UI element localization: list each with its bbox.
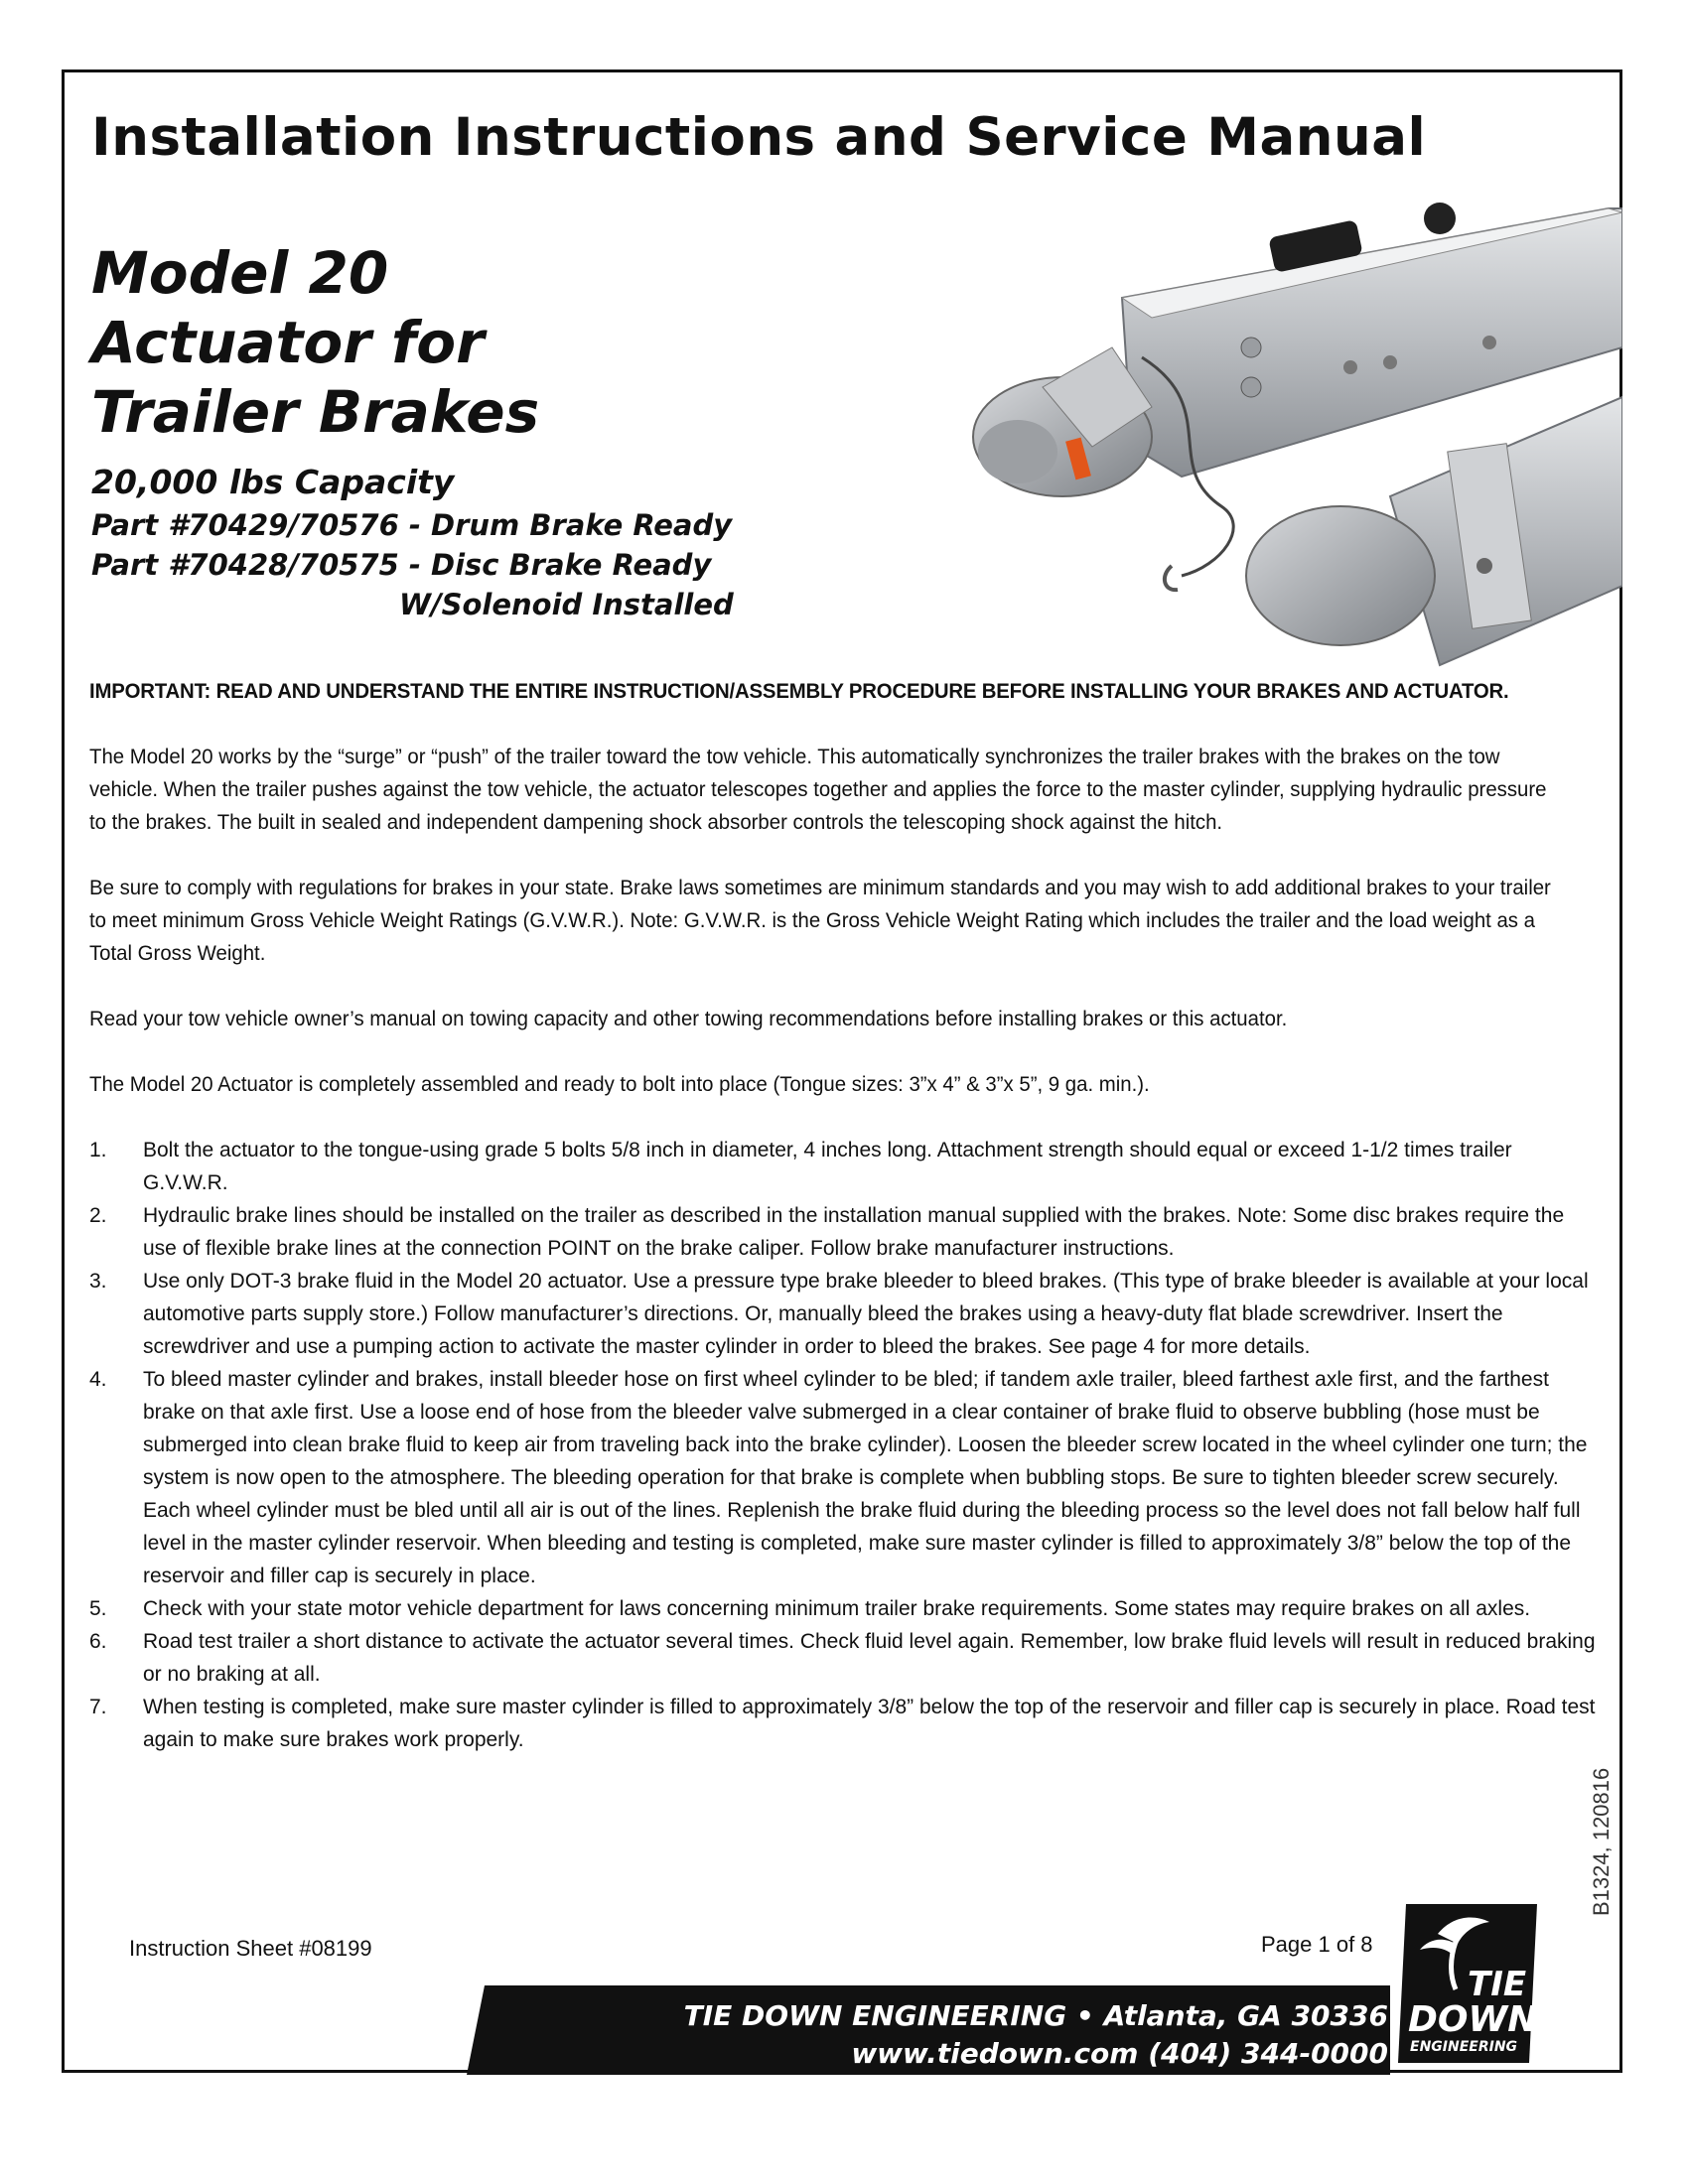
- logo-text-down: DOWN: [1408, 1999, 1537, 2040]
- step-text: Use only DOT-3 brake fluid in the Model 20 actuator. Use a pressure type brake bleeder to bleed brakes. (This type of brake bleeder is available at your local automotive parts supply store.) Follow manufacturer’s directions. Or, manually bleed the brakes using a heavy-duty flat blade screwdriver. Insert the screwdriver and use a pumping action to activate the master cylinder in order to bleed the brakes. See page 4 for more details.: [143, 1270, 1589, 1358]
- step-number: 1.: [89, 1139, 107, 1161]
- part-number-disc: Part #70428/70575 - Disc Brake Ready: [91, 548, 712, 582]
- model-title: [91, 238, 539, 447]
- list-item: [89, 1199, 1601, 1265]
- step-number: 6.: [89, 1630, 107, 1653]
- instruction-sheet-number: Instruction Sheet #08199: [129, 1936, 372, 1961]
- list-item: [89, 1265, 1601, 1363]
- paragraph: The Model 20 Actuator is completely assembled and ready to bolt into place (Tongue sizes: 3”x 4” & 3”x 5”, 9 ga. min.).: [89, 1073, 1150, 1096]
- capacity-label: 20,000 lbs Capacity: [91, 463, 455, 501]
- document-body: [89, 675, 1601, 1756]
- step-text: Bolt the actuator to the tongue-using grade 5 bolts 5/8 inch in diameter, 4 inches long. Attachment strength should equal or exceed 1-1/2 times trailer G.V.W.R.: [143, 1139, 1512, 1194]
- list-item: [89, 1592, 1601, 1625]
- model-title-line: Actuator for: [91, 309, 485, 376]
- step-number: 5.: [89, 1597, 107, 1620]
- list-item: [89, 1363, 1601, 1592]
- step-number: 3.: [89, 1270, 107, 1293]
- page-number: Page 1 of 8: [1261, 1932, 1373, 1957]
- list-item: [89, 1134, 1601, 1199]
- paragraph: The Model 20 works by the “surge” or “push” of the trailer toward the tow vehicle. This automatically synchronizes the trailer brakes with the brakes on the tow vehicle. When the trailer pushes against the tow vehicle, the actuator telescopes together and applies the force to the master cylinder, supplying hydraulic pressure to the brakes. The built in sealed and independent dampening shock absorber controls the telescoping shock against the hitch.: [89, 746, 1547, 834]
- actuator-product-photo: [923, 149, 1622, 675]
- page-title: Installation Instructions and Service Manual: [91, 107, 1427, 168]
- step-text: Hydraulic brake lines should be installed on the trailer as described in the installation manual supplied with the brakes. Note: Some disc brakes require the use of flexible brake lines at the connection POINT on the brake caliper. Follow brake manufacturer instructions.: [143, 1204, 1565, 1260]
- step-text: Check with your state motor vehicle department for laws concerning minimum trailer brake requirements. Some states may require brakes on all axles.: [143, 1597, 1531, 1620]
- model-title-line: Model 20: [91, 239, 389, 307]
- part-number-drum: Part #70429/70576 - Drum Brake Ready: [91, 508, 733, 542]
- step-number: 2.: [89, 1204, 107, 1227]
- document-code: B1324, 120816: [1589, 1767, 1614, 1916]
- step-number: 4.: [89, 1368, 107, 1391]
- list-item: [89, 1625, 1601, 1691]
- paragraph: Be sure to comply with regulations for brakes in your state. Brake laws sometimes are minimum standards and you may wish to add additional brakes to your trailer to meet minimum Gross Vehicle Weight Ratings (G.V.W.R.). Note: G.V.W.R. is the Gross Vehicle Weight Rating which includes the trailer and the load weight as a Total Gross Weight.: [89, 877, 1551, 965]
- instruction-steps: [89, 1134, 1601, 1756]
- step-text: To bleed master cylinder and brakes, install bleeder hose on first wheel cylinder to be bled; if tandem axle trailer, bleed farthest axle first, and the farthest brake on that axle first. Use a loose end of hose from the bleeder valve submerged in a clear container of brake fluid to observe bubbling (hose must be submerged into clean brake fluid to keep air from traveling back into the brake cylinder). Loosen the bleeder screw located in the wheel cylinder one turn; the system is now open to the atmosphere. The bleeding operation for that brake is complete when bubbling stops. Be sure to tighten bleeder screw securely. Each wheel cylinder must be bled until all air is out of the lines. Replenish the brake fluid during the bleeding process so the level does not fall below half full level in the master cylinder reservoir. When bleeding and testing is completed, make sure master cylinder is filled to approximately 3/8” below the top of the reservoir and filler cap is securely in place.: [143, 1368, 1588, 1587]
- step-number: 7.: [89, 1696, 107, 1718]
- step-text: Road test trailer a short distance to activate the actuator several times. Check fluid level again. Remember, low brake fluid levels will result in reduced braking or no braking at all.: [143, 1630, 1596, 1686]
- step-text: When testing is completed, make sure master cylinder is filled to approximately 3/8” below the top of the reservoir and filler cap is securely in place. Road test again to make sure brakes work properly.: [143, 1696, 1596, 1751]
- important-notice: IMPORTANT: READ AND UNDERSTAND THE ENTIRE INSTRUCTION/ASSEMBLY PROCEDURE BEFORE INSTALLING YOUR BRAKES AND ACTUATOR.: [89, 680, 1509, 703]
- logo-text-tie: TIE: [1468, 1965, 1527, 2004]
- paragraph: Read your tow vehicle owner’s manual on towing capacity and other towing recommendations before installing brakes or this actuator.: [89, 1008, 1288, 1030]
- company-contact: www.tiedown.com (404) 344-0000: [851, 2037, 1388, 2070]
- tie-down-logo-icon: [1398, 1904, 1537, 2063]
- list-item: [89, 1691, 1601, 1756]
- company-address: TIE DOWN ENGINEERING • Atlanta, GA 30336: [683, 1999, 1388, 2032]
- solenoid-note: W/Solenoid Installed: [399, 588, 734, 621]
- logo-text-engineering: ENGINEERING: [1410, 2039, 1518, 2055]
- model-title-line: Trailer Brakes: [91, 378, 540, 446]
